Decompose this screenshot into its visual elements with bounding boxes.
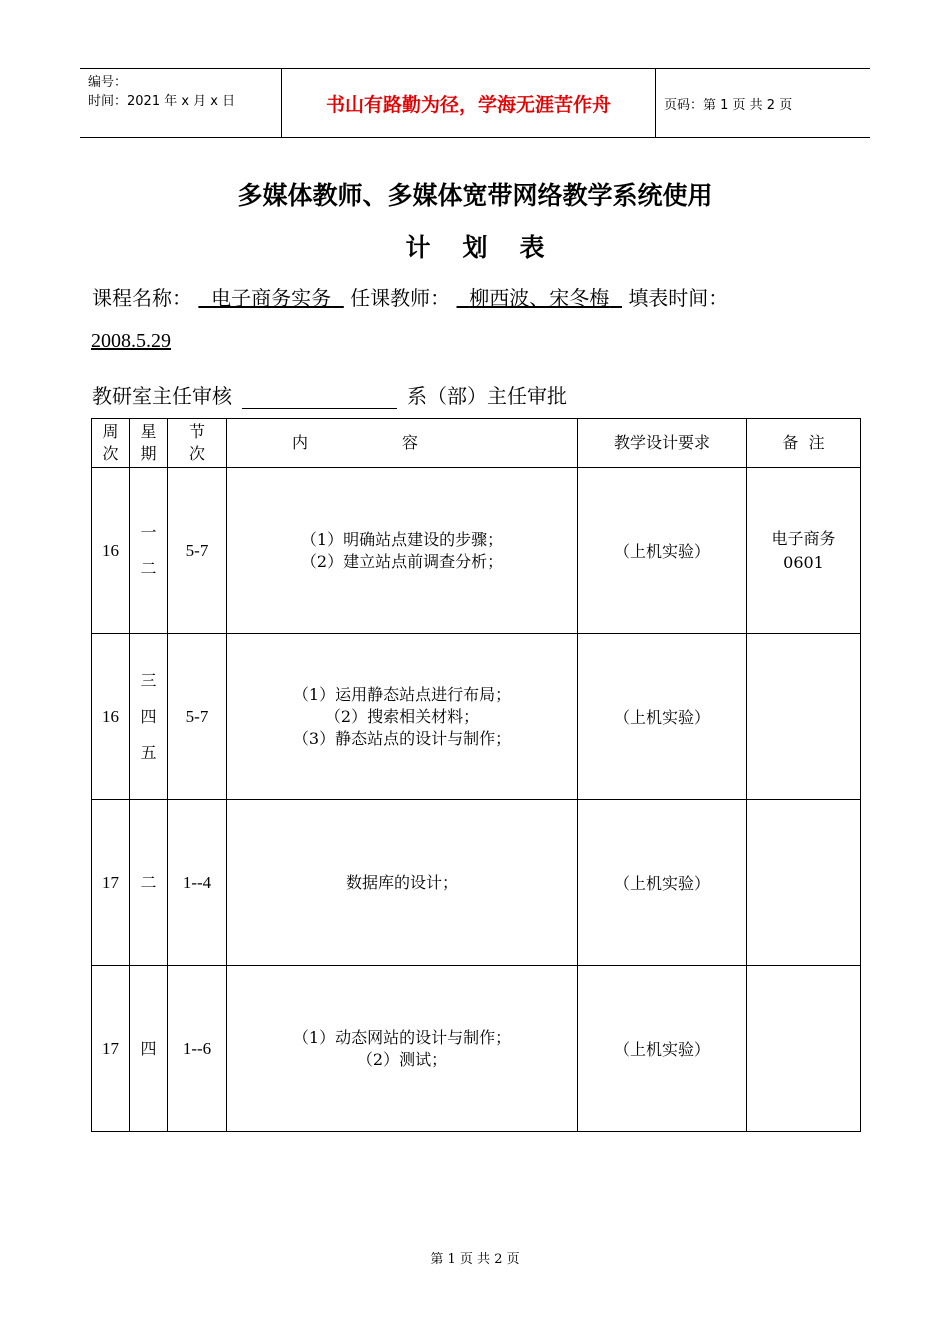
cell-line: （2）测试；	[356, 1049, 448, 1069]
cell-remark	[747, 634, 861, 800]
number-label: 编号：	[88, 75, 128, 90]
approval-line	[92, 380, 567, 409]
fill-time-value: 2008.5.29	[91, 330, 171, 352]
cell-remark	[747, 966, 861, 1132]
course-value: 电子商务实务	[211, 286, 332, 310]
cell-requirement: （上机实验）	[578, 966, 747, 1132]
cell-content	[227, 966, 578, 1132]
table-header-row	[92, 419, 861, 468]
cell-requirement: （上机实验）	[578, 468, 747, 634]
header-content: 内容	[227, 419, 578, 468]
schedule-table	[91, 418, 861, 1132]
time-label: 时间：2021 年 x 月 x 日	[88, 94, 236, 109]
header-week: 周 次	[92, 419, 130, 468]
cell-line: 五	[140, 742, 157, 762]
header-remark: 备 注	[747, 419, 861, 468]
cell-line: 二	[140, 558, 157, 578]
document-subtitle: 计划表	[405, 233, 577, 262]
cell-line: 四	[140, 706, 157, 726]
table-row	[92, 966, 861, 1132]
header-page-number: 页码：第 1 页 共 2 页	[664, 97, 793, 113]
cell-line: （1）明确站点建设的步骤；	[300, 529, 504, 549]
course-info-line	[92, 282, 728, 311]
teacher-value: 柳西波、宋冬梅	[469, 286, 610, 310]
cell-weekday	[130, 966, 168, 1132]
table-row	[92, 634, 861, 800]
table-row	[92, 800, 861, 966]
header-requirement: 教学设计要求	[578, 419, 747, 468]
cell-line: 数据库的设计；	[345, 872, 458, 892]
cell-week: 16	[92, 634, 130, 800]
cell-line: （1）动态网站的设计与制作；	[292, 1027, 512, 1047]
teacher-label: 任课教师：	[350, 286, 451, 310]
cell-requirement: （上机实验）	[578, 634, 747, 800]
cell-session: 5-7	[168, 634, 227, 800]
cell-line: （2）搜索相关材料；	[324, 706, 480, 726]
cell-line: 电子商务	[771, 528, 836, 548]
table-row	[92, 468, 861, 634]
cell-weekday	[130, 634, 168, 800]
cell-remark	[747, 800, 861, 966]
cell-line: 二	[140, 872, 157, 892]
cell-line: （3）静态站点的设计与制作；	[292, 728, 512, 748]
header-motto: 书山有路勤为径，学海无涯苦作舟	[325, 93, 611, 116]
cell-line: 三	[140, 670, 157, 690]
cell-remark	[747, 468, 861, 634]
cell-content	[227, 634, 578, 800]
cell-requirement: （上机实验）	[578, 800, 747, 966]
header-session: 节 次	[168, 419, 227, 468]
cell-line: 0601	[783, 552, 824, 572]
fill-time-label: 填表时间：	[628, 286, 729, 310]
course-label: 课程名称：	[92, 286, 192, 310]
cell-week: 16	[92, 468, 130, 634]
cell-content	[227, 800, 578, 966]
document-header	[80, 68, 870, 138]
cell-line: 一	[140, 522, 157, 542]
cell-week: 17	[92, 800, 130, 966]
cell-line: 四	[140, 1038, 157, 1058]
header-meta	[88, 73, 235, 111]
header-divider	[655, 69, 656, 137]
header-weekday: 星 期	[130, 419, 168, 468]
approval-label: 教研室主任审核	[92, 384, 232, 408]
dept-approval-label: 系（部）主任审批	[407, 384, 567, 408]
cell-session: 1--4	[168, 800, 227, 966]
cell-session: 5-7	[168, 468, 227, 634]
cell-week: 17	[92, 966, 130, 1132]
cell-weekday	[130, 468, 168, 634]
cell-line: （2）建立站点前调查分析；	[300, 551, 504, 571]
cell-weekday	[130, 800, 168, 966]
page-footer: 第 1 页 共 2 页	[430, 1252, 520, 1267]
cell-line: （1）运用静态站点进行布局；	[292, 684, 512, 704]
cell-session: 1--6	[168, 966, 227, 1132]
approval-blank	[242, 388, 397, 409]
document-title: 多媒体教师、多媒体宽带网络教学系统使用	[237, 181, 713, 210]
cell-content	[227, 468, 578, 634]
